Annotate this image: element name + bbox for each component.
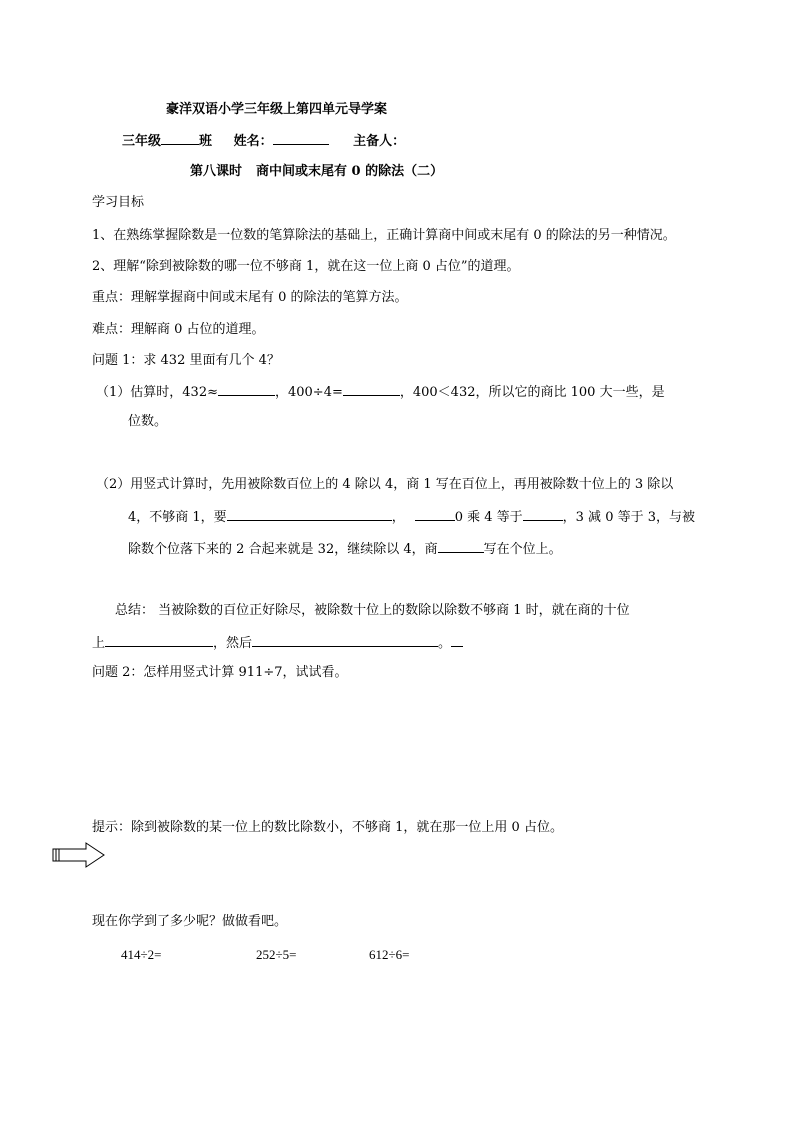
q1p2-text-f: 写在个位上。 [483, 542, 562, 557]
q1p2-text-e: 除数个位落下来的 2 合起来就是 32，继续除以 4，商 [128, 542, 438, 557]
estimate-blank[interactable] [218, 382, 275, 396]
summary-text-b: 上 [92, 636, 106, 651]
tens-quotient-blank[interactable] [415, 507, 455, 521]
q1p1-text-c: ，400＜432，所以它的商比 100 大一些，是 [399, 385, 665, 400]
objective-1: 1、在熟练掌握除数是一位数的笔算除法的基础上，正确计算商中间或末尾有 0 的除法的另一种情况。 [92, 228, 676, 243]
question-1-part-1-cont: 位数。 [128, 414, 168, 429]
product-blank[interactable] [523, 507, 563, 521]
summary-text-c: ，然后 [213, 636, 253, 651]
name-blank[interactable] [273, 131, 329, 145]
summary-line-2 [92, 633, 463, 653]
difficulty-point: 难点：理解商 0 占位的道理。 [92, 322, 265, 337]
q1p1-text-b: ，400÷4= [274, 385, 343, 400]
quotient-400-blank[interactable] [343, 382, 400, 396]
arrow-right-icon [52, 842, 106, 868]
preparer-label: 主备人： [353, 134, 406, 149]
summary-blank-1[interactable] [105, 633, 213, 647]
key-point: 重点：理解掌握商中间或末尾有 0 的除法的笔算方法。 [92, 290, 408, 305]
class-label: 班 [199, 134, 213, 149]
q1p2-text-d: ，3 减 0 等于 3，与被 [562, 510, 695, 525]
lesson-title [190, 163, 443, 181]
question-1-part-1 [96, 382, 665, 402]
question-2: 问题 2：怎样用竖式计算 911÷7，试试看。 [92, 665, 348, 680]
q1p2-text-b: ， [391, 510, 405, 525]
q1p1-text-a: （1）估算时，432≈ [96, 385, 218, 400]
header-row [122, 131, 405, 151]
question-1-part-2-line-2 [128, 507, 695, 527]
summary-blank-2[interactable] [252, 633, 438, 647]
question-1-part-2-line-3 [128, 539, 562, 559]
summary-line-1: 总结： 当被除数的百位正好除尽，被除数十位上的数除以除数不够商 1 时，就在商的十位 [115, 603, 630, 618]
summary-blank-3[interactable] [451, 633, 463, 647]
question-1: 问题 1：求 432 里面有几个 4？ [92, 353, 280, 368]
objectives-heading: 学习目标 [92, 195, 145, 210]
class-blank[interactable] [161, 131, 199, 145]
exercise-3: 612÷6= [369, 947, 410, 962]
worksheet-title: 豪洋双语小学三年级上第四单元导学案 [166, 102, 388, 117]
exercise-2: 252÷5= [256, 947, 297, 962]
ones-quotient-blank[interactable] [438, 539, 484, 553]
lesson-topic: 商中间或末尾有 0 的除法（二） [256, 164, 444, 179]
practice-heading: 现在你学到了多少呢？做做看吧。 [92, 914, 288, 929]
summary-text-d: 。 [438, 636, 452, 651]
hint: 提示：除到被除数的某一位上的数比除数小，不够商 1，就在那一位上用 0 占位。 [92, 820, 563, 835]
step-blank[interactable] [227, 507, 392, 521]
name-label: 姓名： [233, 134, 273, 149]
exercise-1: 414÷2= [121, 947, 162, 962]
question-1-part-2-line-1: （2）用竖式计算时，先用被除数百位上的 4 除以 4，商 1 写在百位上，再用被除数十位上的 3 除以 [96, 477, 674, 492]
lesson-number: 第八课时 [190, 164, 243, 179]
q1p2-text-a: 4，不够商 1，要 [128, 510, 227, 525]
q1p2-text-c: 0 乘 4 等于 [454, 510, 523, 525]
grade-label: 三年级 [122, 134, 162, 149]
objective-2: 2、理解“除到被除数的哪一位不够商 1，就在这一位上商 0 占位”的道理。 [92, 259, 520, 274]
